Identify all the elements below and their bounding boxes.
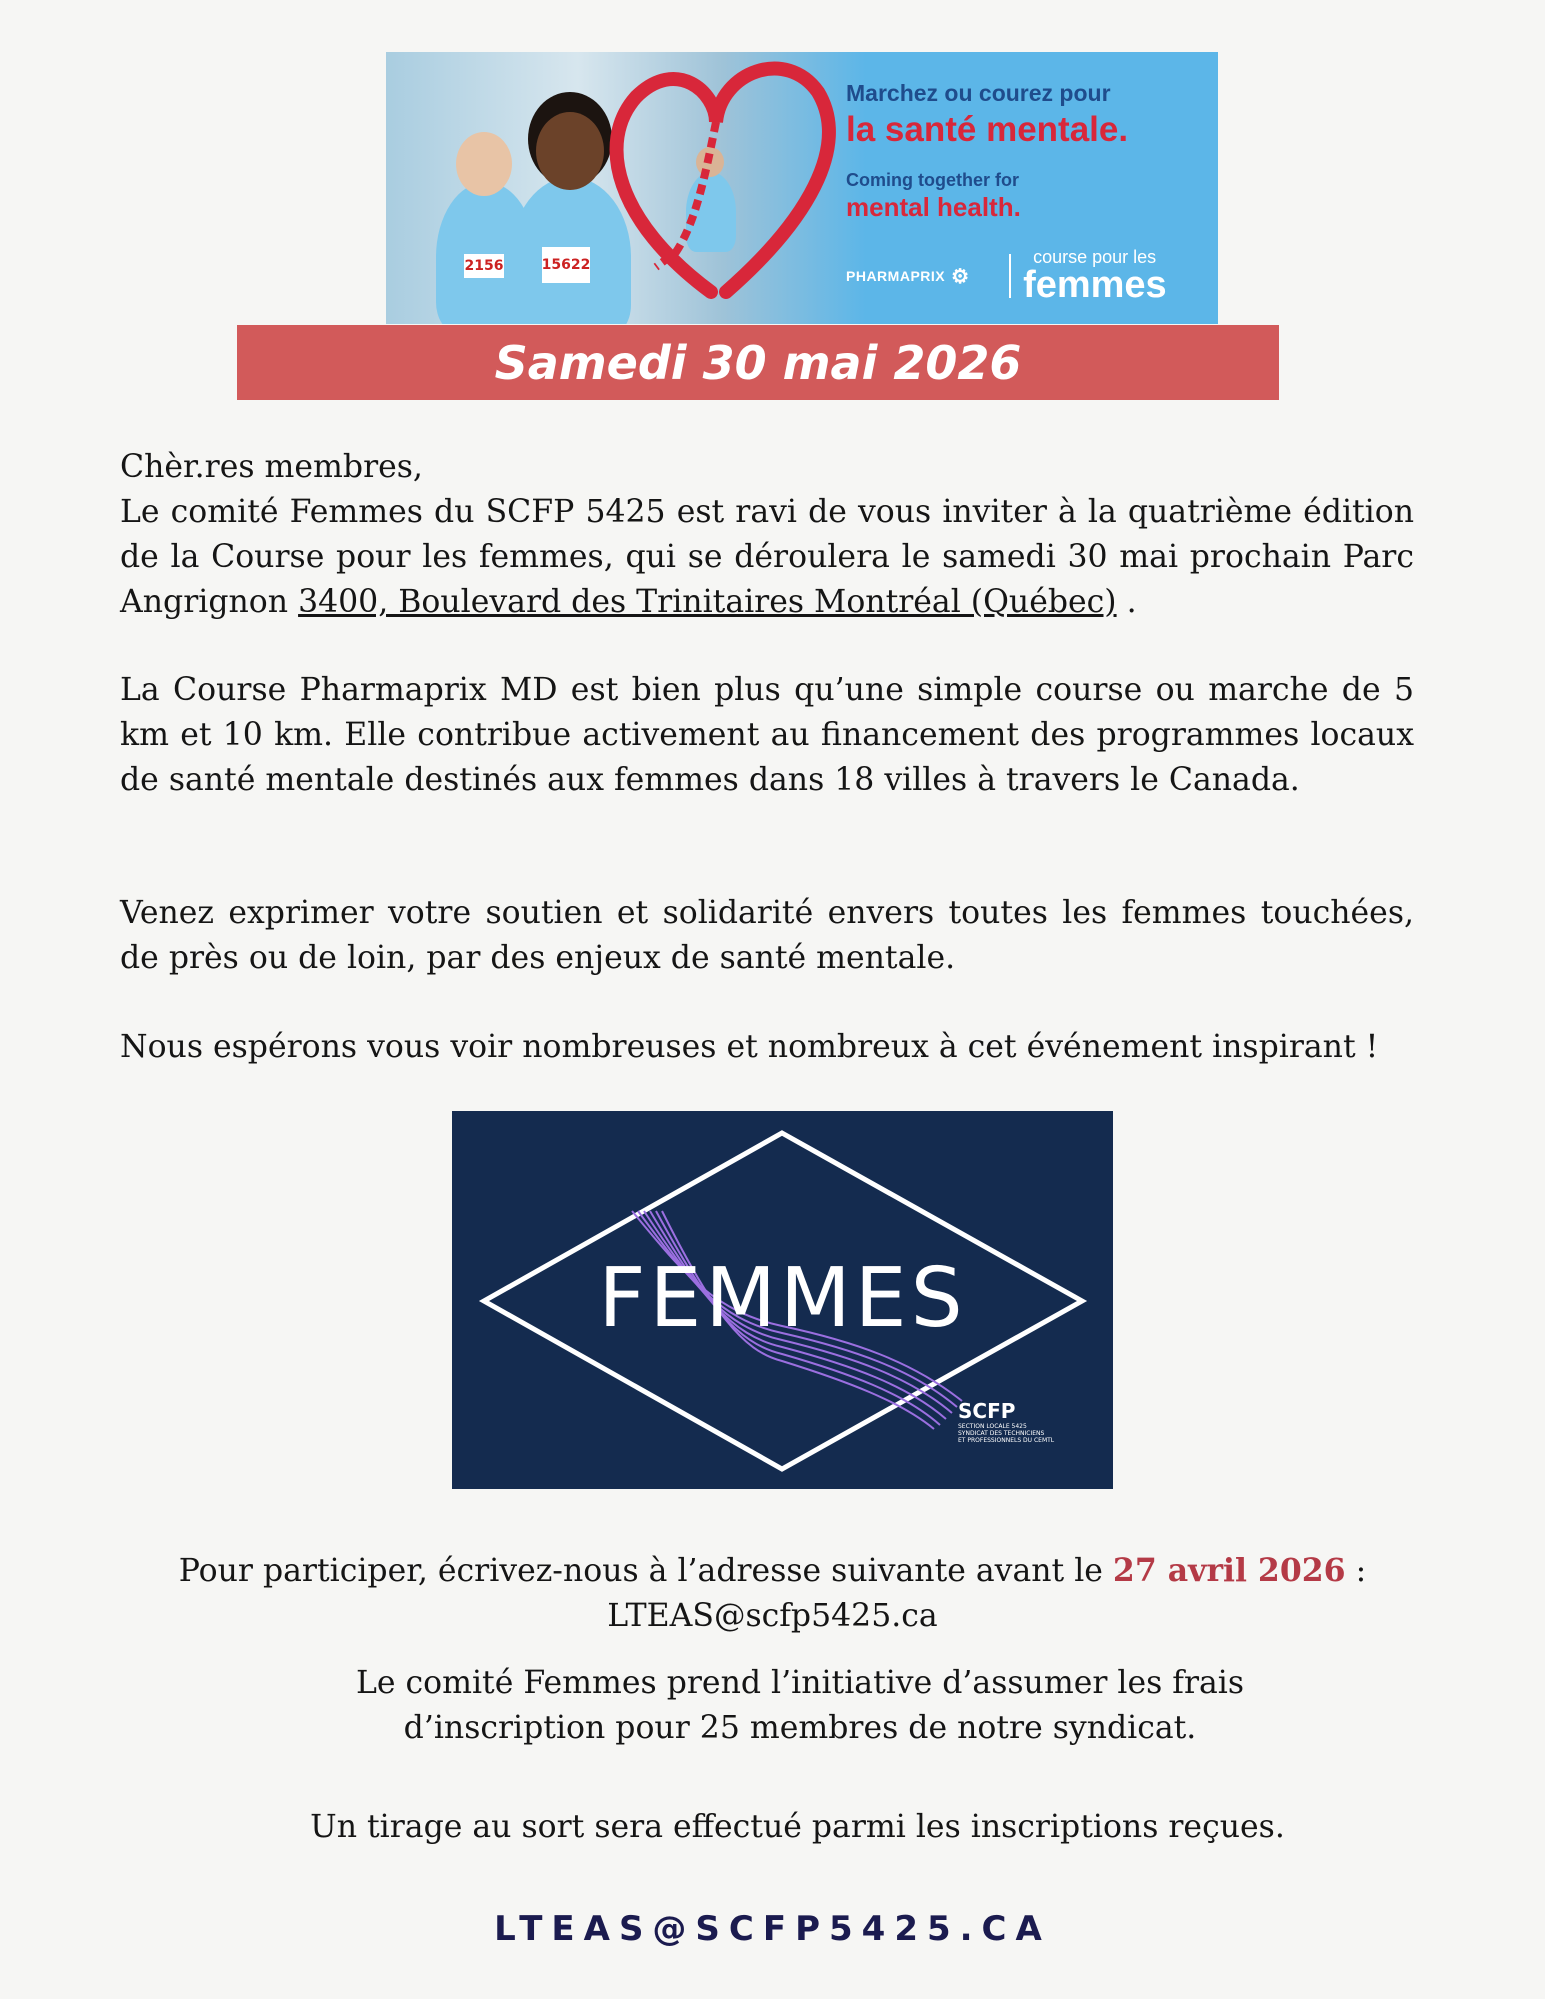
fees-line-2: d’inscription pour 25 membres de notre syndicat. (403, 1710, 1197, 1746)
bib-2156: 2156 (464, 254, 504, 278)
draw-section (200, 1805, 1395, 1850)
banner-brands (846, 248, 1167, 304)
hope-text: Nous espérons vous voir nombreuses et nombreux à cet événement inspirant ! (120, 1029, 1379, 1065)
paragraph-support (120, 891, 1414, 981)
scfp-sub-2: SYNDICAT DES TECHNICIENS (958, 1430, 1045, 1437)
fees-line-1: Le comité Femmes prend l’initiative d’assumer les frais (355, 1665, 1245, 1701)
scfp-logo (958, 1399, 1054, 1444)
intro-section (120, 445, 1414, 625)
banner-line-2: la santé mentale. (846, 110, 1129, 149)
scfp-sub-1: SECTION LOCALE 5425 (958, 1423, 1027, 1430)
heart-ribbon-icon (556, 52, 856, 324)
event-banner (386, 52, 1218, 324)
intro-end: . (1116, 584, 1137, 620)
participate-line (150, 1548, 1395, 1594)
runner-left-head (456, 132, 512, 196)
bib-15622: 15622 (542, 247, 590, 283)
course-logo-small: course pour les (1033, 247, 1157, 267)
participate-colon: : (1345, 1553, 1367, 1589)
banner-line-1: Marchez ou courez pour (846, 80, 1111, 106)
deadline-date: 27 avril 2026 (1112, 1552, 1346, 1589)
banner-line-4: mental health. (846, 192, 1021, 222)
intro-paragraph (120, 490, 1414, 625)
draw-text: Un tirage au sort sera effectué parmi les inscriptions reçues. (310, 1809, 1285, 1845)
footer-email[interactable]: LTEAS@SCFP5425.CA (494, 1909, 1051, 1949)
event-date: Samedi 30 mai 2026 (494, 335, 1022, 390)
fees-section (300, 1661, 1300, 1751)
support-text: Venez exprimer votre soutien et solidarité envers toutes les femmes touchées, de près ou de loin, par des enjeux de santé mentale. (120, 895, 1414, 976)
femmes-wordmark: FEMMES (598, 1251, 967, 1346)
greeting: Chèr.res membres, (120, 449, 423, 485)
paragraph-course (120, 668, 1414, 803)
scfp-sub-3: ET PROFESSIONNELS DU CEMTL (958, 1437, 1055, 1444)
pharmaprix-icon: ⚙ (951, 265, 970, 288)
participate-text: Pour participer, écrivez-nous à l’adresse suivante avant le (178, 1553, 1113, 1589)
brand-separator (1009, 254, 1011, 298)
course-logo-big: femmes (1023, 264, 1167, 306)
date-bar (237, 325, 1279, 400)
course-description: La Course Pharmaprix MD est bien plus qu’une simple course ou marche de 5 km et 10 km. Elle contribue activement au financement des programmes locaux de santé mentale destinés aux femmes dans 18 villes à travers le Canada. (120, 672, 1414, 798)
banner-line-3: Coming together for (846, 170, 1019, 190)
course-pour-les-femmes-logo (1023, 248, 1167, 304)
paragraph-hope (120, 1025, 1414, 1070)
participate-email[interactable]: LTEAS@scfp5425.ca (607, 1598, 938, 1634)
femmes-logo (452, 1111, 1113, 1489)
intro-text: Le comité Femmes du SCFP 5425 est ravi de vous inviter à la quatrième édition de la Course pour les femmes, qui se déroulera le samedi 30 mai prochain Parc Angrignon (120, 494, 1414, 620)
event-address[interactable]: 3400, Boulevard des Trinitaires Montréal (Québec) (298, 584, 1117, 620)
scfp-name: SCFP (958, 1399, 1016, 1423)
participate-section (150, 1548, 1395, 1639)
pharmaprix-logo: PHARMAPRIX (846, 268, 946, 284)
